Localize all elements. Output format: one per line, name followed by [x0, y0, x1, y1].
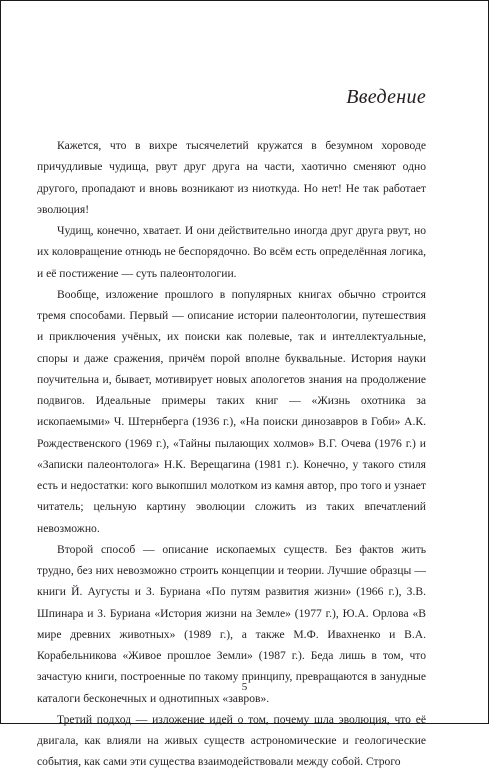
paragraph-3: Вообще, изложение прошлого в популярных книгах обычно строится тремя способами. Первый — описание истории палеонтологии, путешествия и приключения учёных, их поиски как полевые, так и интеллектуальные, споры и даже сражения, причём порой вполне буквальные. История науки поучительна и, бывает, мотивирует новых апологетов знания на продолжение подвигов. Идеальные примеры таких книг — «Жизнь охотника за ископаемыми» Ч. Штернберга (1936 г.), «На поиски динозавров в Гоби» А.К. Рождественского (1969 г.), «Тайны пылающих холмов» В.Г. Очева (1976 г.) и «Записки палеонтолога» Н.К. Верещагина (1981 г.). Конечно, у такого стиля есть и недостатки: кого выкопшил молотком из камня автор, про того и узнает читатель; цельную картину эволюции сложить из таких впечатлений невозможно.: [37, 287, 426, 535]
paragraph-1: Кажется, что в вихре тысячелетий кружатся в безумном хороводе причудливые чудища, рвут друг друга на части, хаотично сменяют одно другого, пропадают и вновь возникают из ниоткуда. Но нет! Не так работает эволюция!: [37, 139, 426, 216]
page-number: 5: [241, 681, 248, 693]
paragraph-2: Чудищ, конечно, хватает. И они действительно иногда друг друга рвут, но их коловращение отнюдь не беспорядочно. Во всём есть определённая логика, и её постижение — суть палеонтологии.: [37, 224, 426, 280]
paragraph-5: Третий подход — изложение идей о том, почему шла эволюция, что её двигала, как влияли на живых существ астрономические и геологические события, как сами эти существа взаимодействовали между собой. Строго: [37, 712, 426, 769]
body-text: [37, 135, 426, 773]
paragraph-4: Второй способ — описание ископаемых существ. Без фактов жить трудно, без них невозможно строить концепции и теории. Лучшие образцы — книги Й. Аугусты и З. Буриана «По путям развития жизни» (1966 г.), З.В. Шпинара и З. Буриана «История жизни на Земле» (1977 г.), Ю.А. Орлова «В мире древних животных» (1989 г.), а также М.Ф. Ивахненко и В.А. Корабельникова «Живое прошлое Земли» (1987 г.). Беда лишь в том, что зачастую книги, построенные по такому принципу, превращаются в занудные каталоги бесконечных и однотипных «завров».: [37, 542, 426, 705]
chapter-title: Введение: [346, 86, 426, 108]
